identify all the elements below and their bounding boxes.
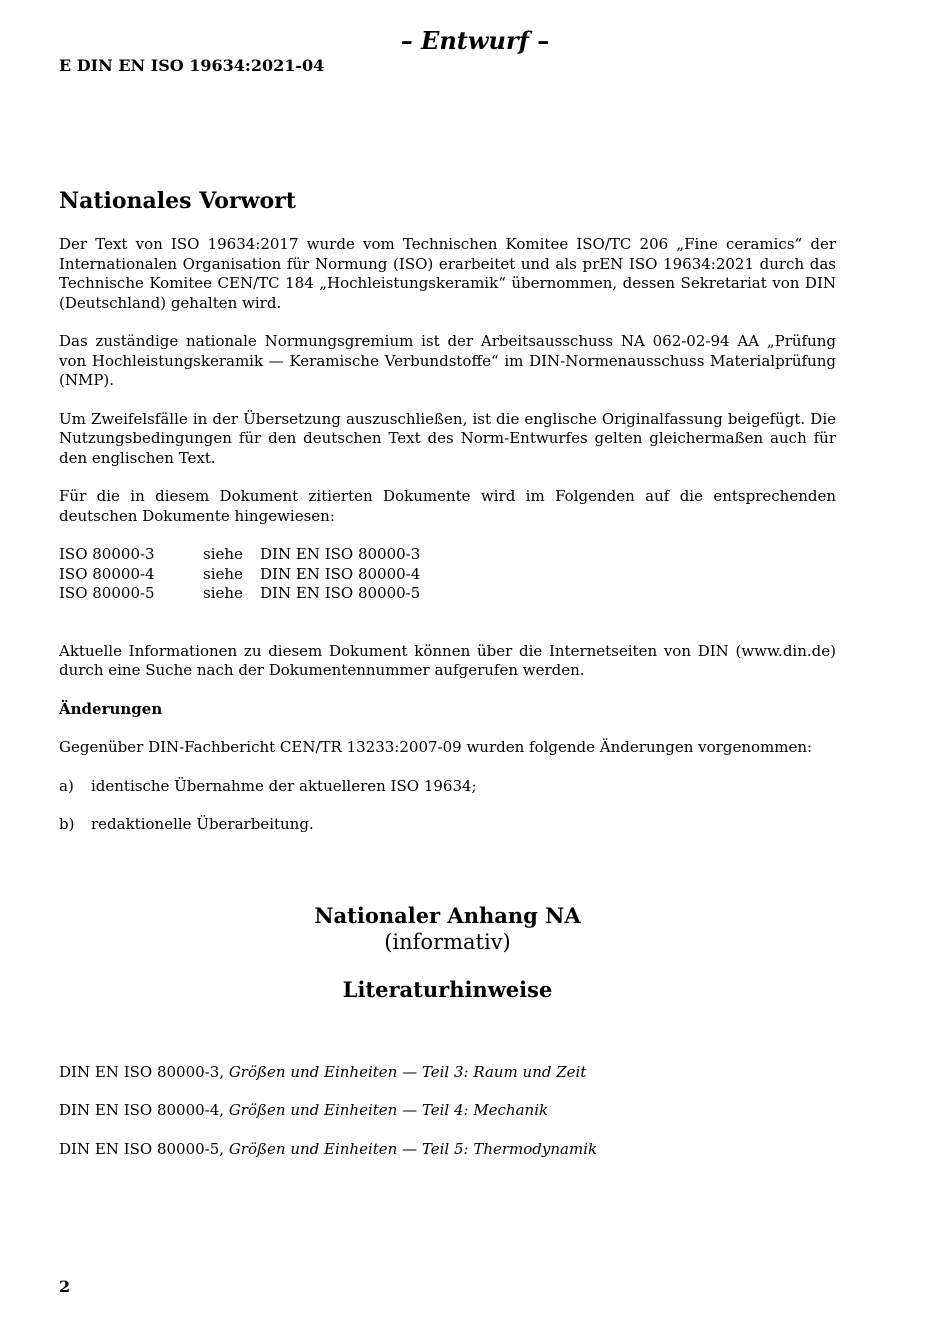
bibliography-title: Größen und Einheiten — Teil 5: Thermodynamik: [228, 1139, 598, 1158]
bibliography-heading: Literaturhinweise: [342, 976, 553, 1002]
bibliography-entry: [59, 1101, 836, 1121]
list-item-text: identische Übernahme der aktuelleren ISO 19634;: [91, 776, 477, 795]
reference-row: [59, 584, 836, 604]
bibliography: [59, 1063, 836, 1160]
iso-reference: ISO 80000-5: [59, 584, 155, 602]
page-content: [59, 185, 836, 1178]
bibliography-entry: [59, 1063, 836, 1083]
bibliography-ref: DIN EN ISO 80000-4,: [59, 1101, 229, 1119]
bibliography-ref: DIN EN ISO 80000-5,: [59, 1139, 229, 1158]
foreword-paragraph-3: Um Zweifelsfälle in der Übersetzung auszuschließen, ist die englische Originalfassung beigefügt. Die Nutzungsbedingungen für den deutschen Text des Norm-Entwurfes gelten gleichermaßen auch für den englischen Text.: [59, 409, 836, 467]
annex-title: Nationaler Anhang NA: [314, 902, 581, 928]
page-number: 2: [59, 1277, 71, 1296]
iso-reference: ISO 80000-4: [59, 564, 155, 583]
reference-row: [59, 565, 836, 585]
list-item: [59, 777, 836, 797]
din-reference: DIN EN ISO 80000-5: [260, 584, 421, 602]
changes-intro: Gegenüber DIN-Fachbericht CEN/TR 13233:2007-09 wurden folgende Änderungen vorgenommen:: [59, 738, 813, 756]
reference-table: [59, 545, 836, 604]
bibliography-title: Größen und Einheiten — Teil 4: Mechanik: [228, 1101, 549, 1119]
document-identifier: E DIN EN ISO 19634:2021-04: [59, 56, 325, 75]
foreword-paragraph-1: Der Text von ISO 19634:2017 wurde vom Technischen Komitee ISO/TC 206 „Fine ceramics“ der Internationalen Organisation für Normung (ISO) erarbeitet und als prEN ISO 19634:2021 durch das Technische Komitee CEN/TC 184 „Hochleistungskeramik“ übernommen, dessen Sekretariat von DIN (Deutschland) gehalten wird.: [59, 235, 836, 312]
reference-row: [59, 545, 836, 565]
din-reference: DIN EN ISO 80000-4: [260, 564, 421, 583]
foreword-paragraph-5: Aktuelle Informationen zu diesem Dokument können über die Internetseiten von DIN (www.din.de) durch eine Suche nach der Dokumentennummer aufgerufen werden.: [59, 641, 836, 679]
iso-reference: ISO 80000-3: [59, 545, 155, 563]
list-item-text: redaktionelle Überarbeitung.: [91, 815, 314, 833]
list-marker: b): [59, 815, 75, 833]
see-label: siehe: [203, 545, 243, 563]
foreword-title: Nationales Vorwort: [59, 188, 296, 214]
changes-title: Änderungen: [59, 699, 163, 718]
list-marker: a): [59, 776, 74, 795]
national-annex-header: [59, 903, 836, 1003]
bibliography-ref: DIN EN ISO 80000-3,: [59, 1062, 229, 1081]
see-label: siehe: [203, 564, 243, 583]
bibliography-entry: [59, 1140, 836, 1160]
list-item: [59, 815, 836, 835]
din-reference: DIN EN ISO 80000-3: [260, 545, 421, 563]
bibliography-title: Größen und Einheiten — Teil 3: Raum und Zeit: [228, 1062, 587, 1081]
annex-subtitle: (informativ): [384, 929, 511, 954]
foreword-paragraph-2: Das zuständige nationale Normungsgremium ist der Arbeitsausschuss NA 062-02-94 AA „Prüfung von Hochleistungskeramik — Keramische Verbundstoffe“ im DIN-Normenausschuss Materialprüfung (NMP).: [59, 332, 836, 389]
see-label: siehe: [203, 584, 243, 602]
foreword-paragraph-4: Für die in diesem Dokument zitierten Dokumente wird im Folgenden auf die entsprechenden deutschen Dokumente hingewiesen:: [59, 487, 836, 525]
draft-watermark: – Entwurf –: [400, 26, 550, 55]
